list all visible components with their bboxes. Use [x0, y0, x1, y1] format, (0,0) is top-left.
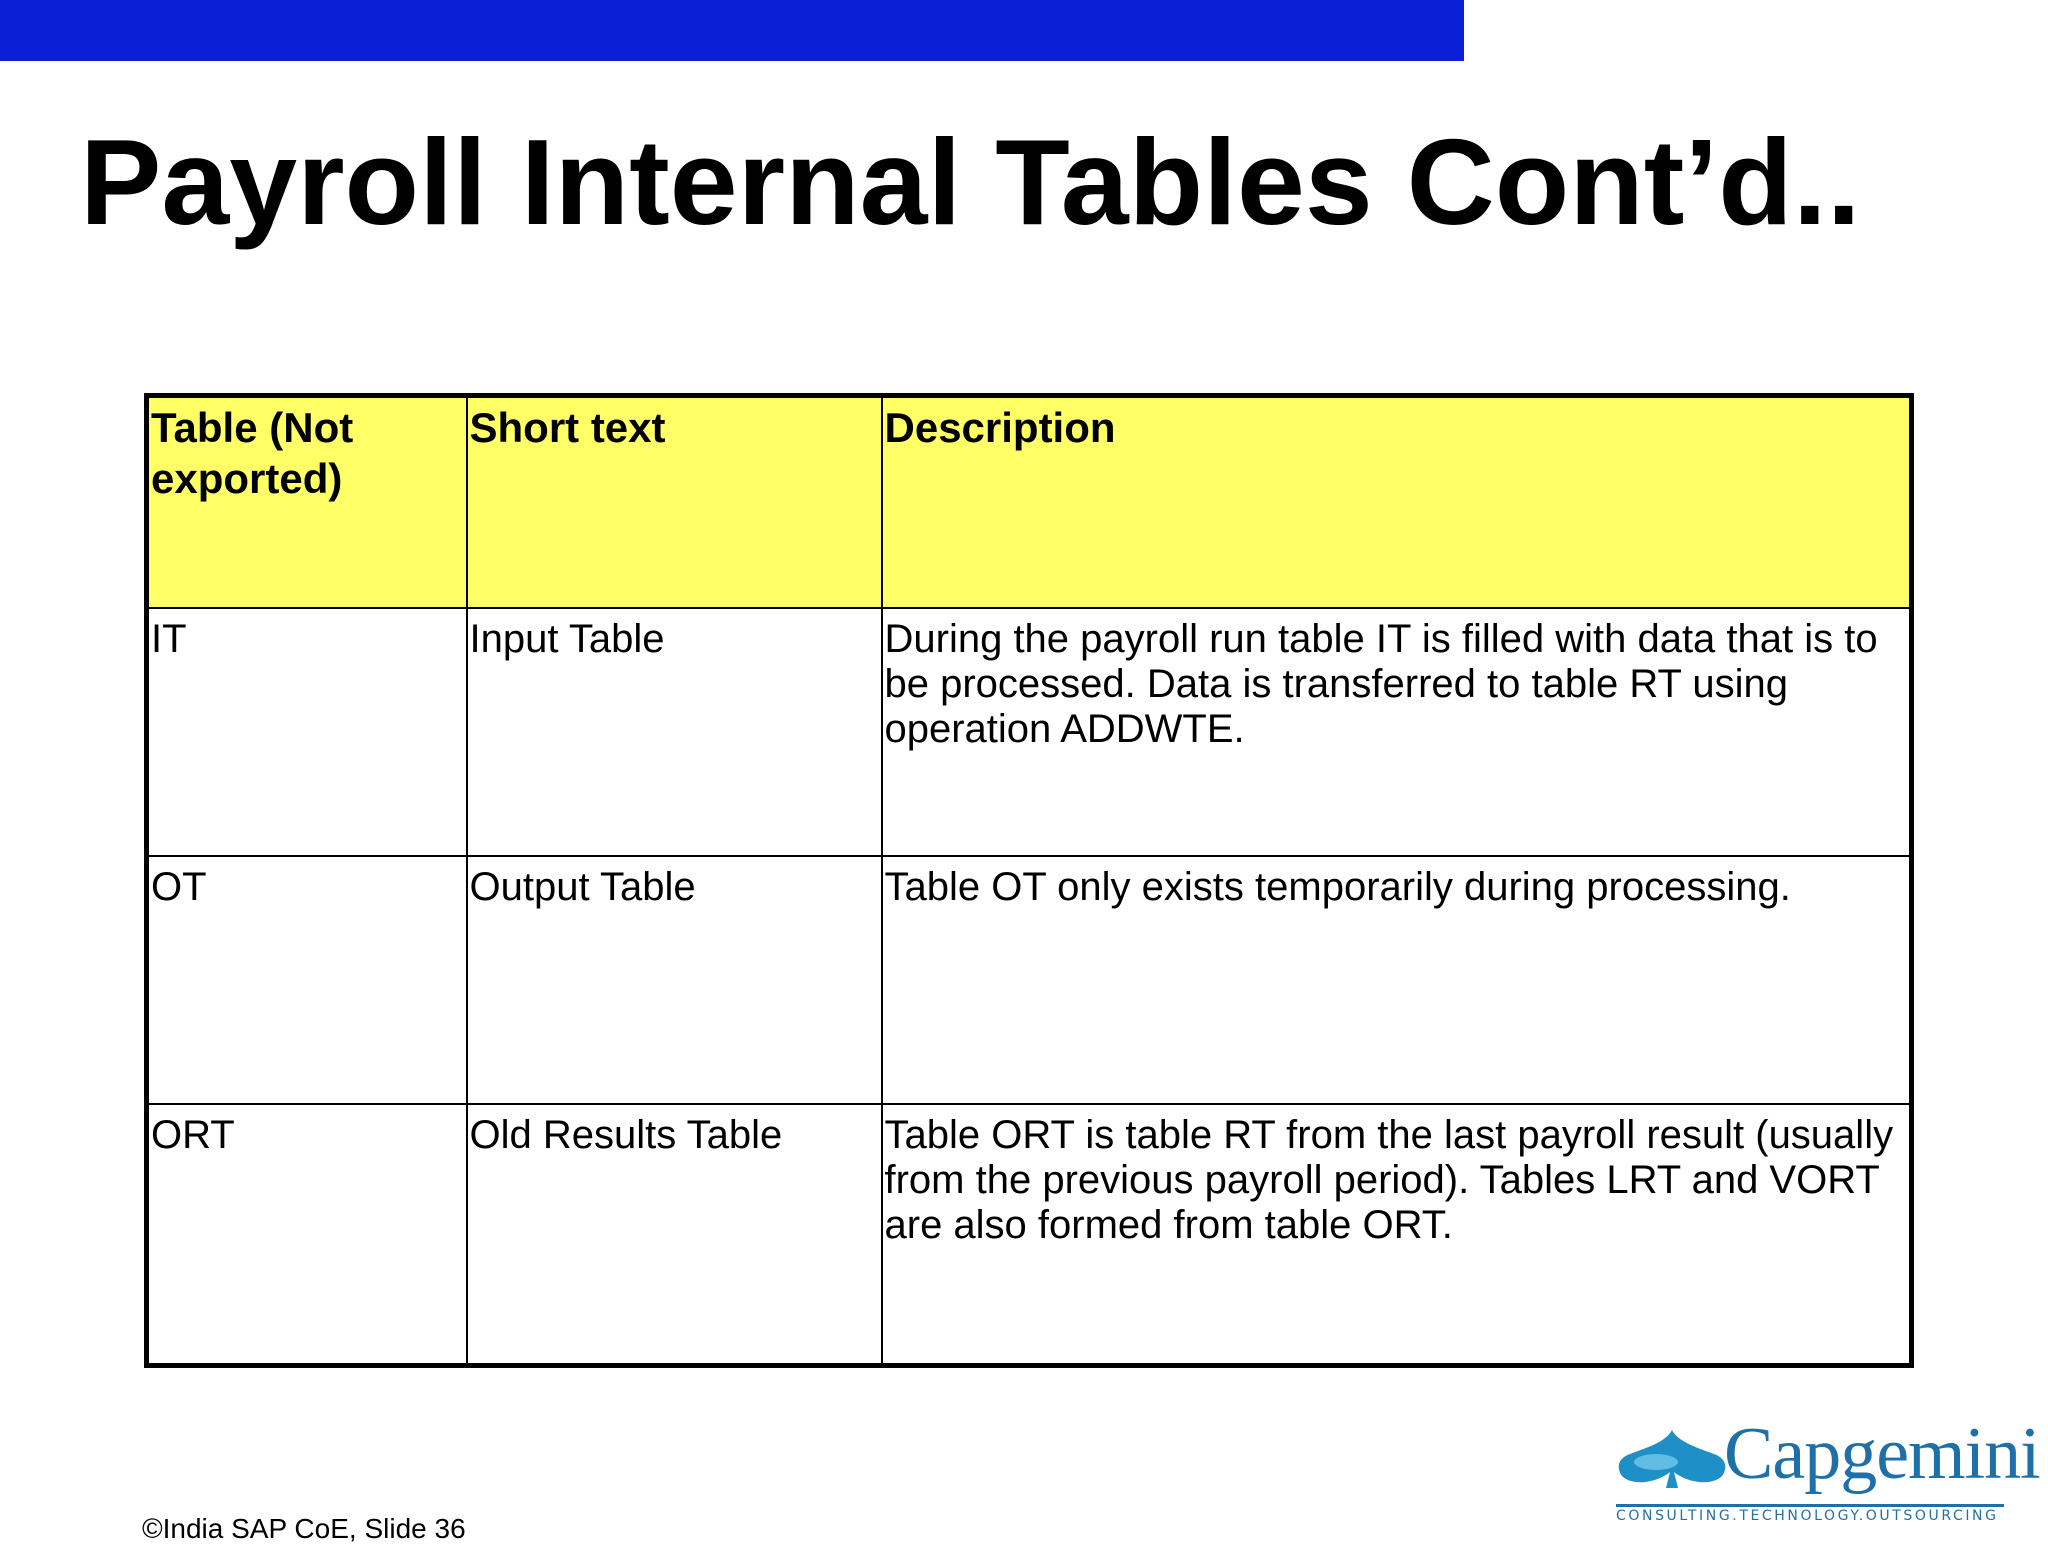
table-header-row — [147, 396, 1912, 609]
table-row — [147, 608, 1912, 856]
payroll-tables-table — [144, 393, 1914, 1368]
cell-short-text: Old Results Table — [467, 1104, 882, 1366]
cell-description: Table OT only exists temporarily during processing. — [882, 856, 1912, 1104]
header-table: Table (Not exported) — [147, 396, 467, 609]
slide-title: Payroll Internal Tables Cont’d.. — [80, 114, 1861, 250]
cell-table-name: IT — [147, 608, 467, 856]
cell-table-name: OT — [147, 856, 467, 1104]
slide-footer: ©India SAP CoE, Slide 36 — [142, 1513, 466, 1544]
table-row — [147, 1104, 1912, 1366]
table-row — [147, 856, 1912, 1104]
logo-wordmark: Capgemini — [1724, 1413, 2040, 1495]
cell-description: Table ORT is table RT from the last payroll result (usually from the previous payroll period). Tables LRT and VORT are also formed from table ORT. — [882, 1104, 1912, 1366]
cell-short-text: Output Table — [467, 856, 882, 1104]
header-description: Description — [882, 396, 1912, 609]
spade-icon — [1616, 1428, 1728, 1492]
capgemini-logo — [1616, 1413, 2040, 1524]
cell-description: During the payroll run table IT is filled with data that is to be processed. Data is transferred to table RT using operation ADDWTE. — [882, 608, 1912, 856]
top-accent-bar — [0, 0, 1464, 61]
logo-tagline: CONSULTING.TECHNOLOGY.OUTSOURCING — [1616, 1508, 1999, 1524]
logo-underline — [1616, 1504, 2004, 1507]
cell-table-name: ORT — [147, 1104, 467, 1366]
header-short-text: Short text — [467, 396, 882, 609]
cell-short-text: Input Table — [467, 608, 882, 856]
